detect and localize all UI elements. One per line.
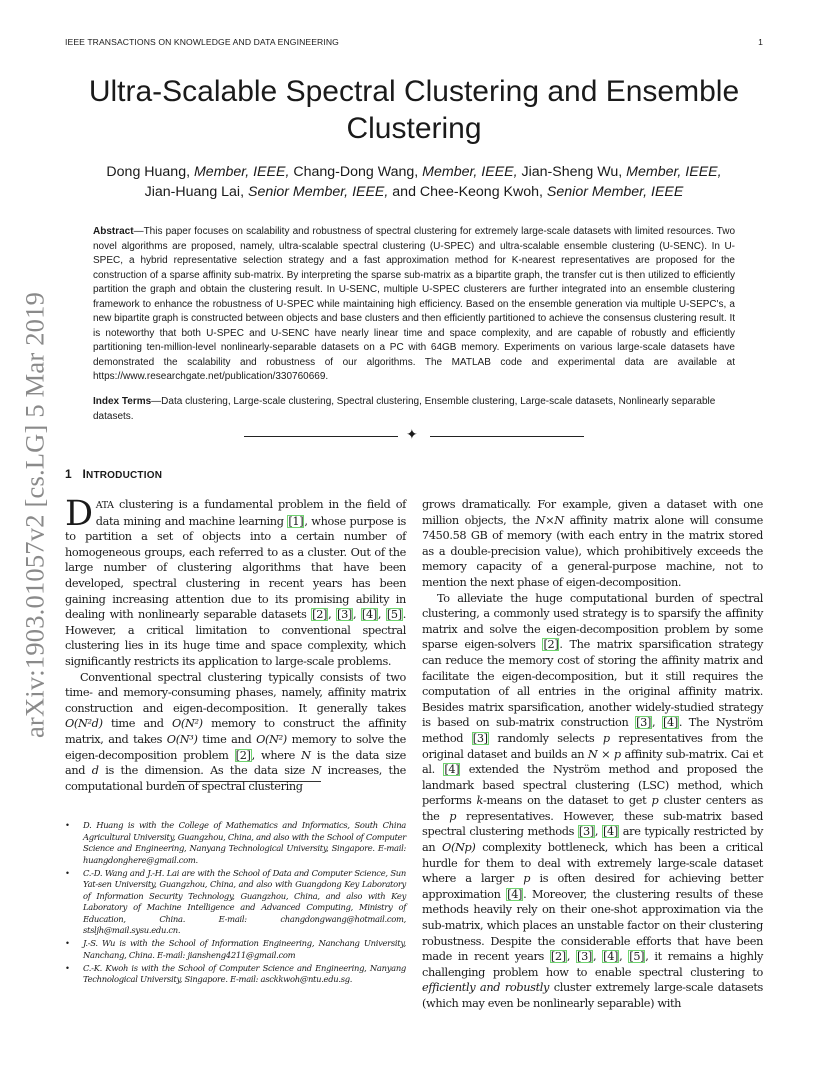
bullet: • (65, 867, 70, 878)
author-role: Senior Member, IEEE (546, 184, 684, 200)
math-inline: p (651, 794, 659, 808)
citation-link[interactable]: [2] (312, 608, 328, 622)
footnote-item (65, 963, 406, 986)
bullet: • (65, 938, 70, 948)
body-text: clustering is a fundamental problem in the field of data mining and machine learning (95, 498, 406, 528)
math-inline: p (523, 872, 531, 886)
footnote-item (65, 868, 406, 937)
citation-link[interactable]: [4] (444, 763, 460, 777)
citation-link[interactable]: [4] (603, 950, 619, 964)
math-inline: N (301, 748, 311, 762)
body-text: cluster centers as the (422, 794, 763, 823)
author-role: Senior Member, IEEE, (247, 184, 389, 200)
math-inline: N (311, 764, 322, 778)
math-inline: O(N²) (256, 732, 287, 746)
author-name: Dong Huang, (106, 164, 191, 180)
emphasis-text: efficiently and robustly (422, 981, 550, 995)
abstract (93, 225, 735, 385)
body-text: representatives from the original dataset and builds an (422, 731, 764, 761)
body-text: To alleviate the huge computational burden of spectral clustering, a commonly used strategy is to sparsify the affinity matrix and solve the eigen-decomposition problem by some sparse eigen-solvers (422, 591, 763, 652)
author-name: Jian-Huang Lai, (144, 184, 245, 200)
body-text: complexity bottleneck, which has been a critical hurdle for them to deal with extremely large-scale dataset where a larger (422, 841, 763, 886)
author-role: Member, IEEE, (626, 164, 722, 180)
page-number: 1 (758, 37, 763, 47)
author-name: Jian-Sheng Wu, (521, 164, 623, 180)
math-inline: O(N³) (166, 732, 198, 746)
abstract-dash: — (133, 226, 144, 237)
citation-link[interactable]: [2] (550, 950, 566, 964)
citation-link[interactable]: [3] (578, 825, 594, 839)
body-text: grows dramatically. For example, given a dataset with one million objects, the (422, 498, 763, 527)
body-text: is the dimension. As the data size (98, 764, 312, 778)
footnote-item (65, 820, 406, 866)
citation-link[interactable]: [2] (235, 748, 251, 762)
index-terms-text: Data clustering, Large-scale clustering, Spectral clustering, Ensemble clustering, Large-scale datasets, Nonlinearly separable datasets. (93, 396, 716, 422)
paper-title: Ultra-Scalable Spectral Clustering and Ensemble Clustering (88, 75, 740, 145)
footnote-text: J.-S. Wu is with the School of Information Engineering, Nanchang University, Nanchang, China. E-mail: jiansheng4211@gmail.com (83, 938, 406, 960)
body-text: time and (197, 732, 257, 746)
citation-link[interactable]: [3] (577, 950, 592, 964)
body-text: affinity matrix alone will consume 7450.58 GB of memory (with each entry in the matrix stored as a double-precision value), which prohibitively exceeds the memory capacity of a general-purpose machine, not to mention the next phase of eigen-decomposition. (422, 513, 763, 589)
math-inline: O(Np) (442, 841, 476, 855)
body-text: . However, a critical limitation to conventional spectral clustering lies in its huge time and space complexity, which significantly restricts its application to large-scale problems. (65, 608, 407, 668)
citation-link[interactable]: [5] (629, 950, 645, 964)
citation-link[interactable]: [1] (288, 514, 304, 528)
body-text: . Moreover, the clustering results of these methods heavily rely on their one-shot approximation via the sub-matrix, which places an unstable factor on their clustering robustness. Despite the considerable efforts that have been made in recent years (422, 887, 763, 964)
section-title-rest: NTRODUCTION (86, 470, 163, 481)
divider-line-right (430, 436, 584, 437)
math-inline: N×N (535, 513, 564, 527)
body-text: increases, the computational burden of spectral clustering (65, 764, 407, 793)
body-paragraph: To alleviate the huge computational burden of spectral clustering, a commonly used strategy is to sparsify the affinity matrix and solve the eigen-decomposition problem by some sparse eigen-solvers [2]. The matrix sparsification strategy can reduce the memory cost of storing the affinity matrix and facilitate the eigen-decomposition, but it still requires the computation of all entries in the original affinity matrix. Besides matrix sparsification, another widely-studied strategy is based on sub-matrix construction [3], [4]. The Nyström method [3] randomly selects p representatives from the original dataset and builds an N × p affinity sub-matrix. Cai et al. [4] extended the Nyström method and proposed the landmark based spectral clustering (LSC) method, which performs k-means on the dataset to get p cluster centers as the p representatives. However, these sub-matrix based spectral clustering methods [3], [4] are typically restricted by an O(Np) complexity bottleneck, which has been a critical hurdle for them to deal with extremely large-scale dataset where a larger p is often desired for achieving better approximation [4]. Moreover, the clustering results of these methods heavily rely on their one-shot approximation via the sub-matrix, which places an unstable factor on their clustering robustness. Despite the considerable efforts that have been made in recent years [2], [3], [4], [5], it remains a highly challenging problem how to enable spectral clustering to efficiently and robustly cluster extremely large-scale datasets (which may even be nonlinearly separable) with (422, 591, 764, 1010)
body-paragraph: DATA clustering is a fundamental problem in the field of data mining and machine learning [1], whose purpose is to partition a set of objects into a certain number of homogeneous groups, each referred to as a cluster. Out of the large number of clustering algorithms that have been developed, spectral clustering in recent years has been gaining increasing attention due to its promising ability in dealing with nonlinearly separable datasets [2], [3], [4], [5]. However, a critical limitation to conventional spectral clustering lies in its huge time and space complexity, which significantly restricts its application to large-scale problems. (65, 494, 407, 668)
divider-line-left (244, 436, 398, 437)
math-inline: d (91, 764, 99, 778)
body-text: , where (251, 748, 302, 762)
section-number: 1 (65, 467, 72, 481)
math-inline: O(N²d) (65, 717, 103, 731)
abstract-label: Abstract (93, 226, 134, 237)
author-role: Member, IEEE, (422, 164, 518, 180)
section-title-initial: I (82, 467, 87, 481)
body-text: . The Nyström method (422, 716, 763, 745)
body-text: is the data size and (65, 748, 406, 778)
footnote-text: C.-D. Wang and J.-H. Lai are with the School of Data and Computer Science, Sun Yat-sen University, Guangzhou, China, and also with Guangdong Key Laboratory of Information Security Technology, Guangzhou, China, and also with Key Laboratory of Machine Intelligence and Advanced Computing, Ministry of Education, China. E-mail: changdongwang@hotmail.com, stsljh@mail.sysu.edu.cn. (83, 867, 406, 935)
body-text: randomly selects (488, 731, 603, 745)
body-text: . The matrix sparsification strategy can reduce the memory cost of storing the affinity matrix and facilitate the eigen-decomposition, but it still requires the computation of all entries in the original affinity matrix. Besides matrix sparsification, another widely-studied strategy is based on sub-matrix construction (422, 638, 764, 730)
math-inline: N × p (587, 747, 621, 761)
section-divider (244, 430, 584, 444)
math-inline: p (449, 809, 457, 823)
abstract-text: This paper focuses on scalability and robustness of spectral clustering for extremely large-scale datasets with limited resources. Two novel algorithms are proposed, namely, ultra-scalable spectral clustering (U-SPEC) and ultra-scalable ensemble clustering (U-SENC). In U-SPEC, a hybrid representative selection strategy and a fast approximation method for K-nearest representatives are proposed for the construction of a sparse affinity sub-matrix. By interpreting the sparse sub-matrix as a bipartite graph, the transfer cut is then utilized to efficiently partition the graph and obtain the clustering result. In U-SENC, multiple U-SPEC clusterers are further integrated into an ensemble clustering framework to enhance the robustness of U-SPEC while maintaining high efficiency. Based on the ensemble generation via multiple U-SEPC's, a new bipartite graph is constructed between objects and base clusters and then efficiently partitioned to achieve the consensus clustering result. It is noteworthy that both U-SPEC and U-SENC have nearly linear time and space complexity, and are capable of robustly and efficiently partitioning ten-million-level nonlinearly-separable datasets on a PC with 64GB memory. Experiments on various large-scale datasets have demonstrated the scalability and robustness of our algorithms. The MATLAB code and experimental data are available at https://www.researchgate.net/publication/330760669. (93, 226, 735, 382)
arxiv-stamp: arXiv:1903.01057v2 [cs.LG] 5 Mar 2019 (19, 291, 50, 739)
math-inline: p (602, 731, 610, 745)
smallcap-text: ATA (95, 500, 114, 511)
diamond-icon: ✦ (406, 428, 418, 443)
citation-link[interactable]: [3] (472, 731, 488, 745)
body-text: time and (102, 717, 172, 731)
footnote-text: C.-K. Kwoh is with the School of Computer Science and Engineering, Nanyang Technological University, Singapore. E-mail: asckkwoh@ntu.edu.sg. (83, 962, 406, 984)
author-list (65, 162, 763, 202)
math-inline: O(N²) (172, 717, 203, 731)
body-column-left (65, 494, 407, 794)
body-text: representatives. However, these sub-matrix based spectral clustering methods (422, 809, 763, 839)
footnote-text: D. Huang is with the College of Mathematics and Informatics, South China Agricultural University, Guangzhou, China, and also with the School of Computer Science and Engineering, Nanyang Technological University, Singapore. E-mail: huangdonghere@gmail.com. (83, 820, 406, 865)
author-name: Chee-Keong Kwoh, (419, 184, 543, 200)
footnote-rule (177, 781, 321, 782)
index-terms (93, 395, 735, 424)
citation-link[interactable]: [4] (507, 887, 523, 901)
body-text: cluster extremely large-scale datasets (which may even be nonlinearly separable) with (422, 981, 763, 1010)
body-text: , whose purpose is to partition a set of objects into a certain number of homogeneous groups, each referred to as a cluster. Out of the large number of clustering algorithms that have been developed, spectral clustering in recent years has been gaining increasing attention due to its promising ability in dealing with nonlinearly separable datasets (65, 514, 406, 622)
bullet: • (65, 820, 70, 830)
dropcap: D (65, 494, 93, 534)
running-header (65, 37, 763, 47)
body-text: extended the Nyström method and proposed the landmark based spectral clustering (LSC) method, which performs (422, 763, 763, 808)
author-name: Chang-Dong Wang, (293, 164, 419, 180)
math-inline: k (476, 794, 484, 808)
citation-link[interactable]: [3] (636, 716, 652, 730)
body-text: , it remains a highly challenging problem how to enable spectral clustering to (422, 950, 764, 979)
citation-link[interactable]: [5] (386, 608, 402, 622)
citation-link[interactable]: [4] (361, 608, 377, 622)
journal-name: IEEE TRANSACTIONS ON KNOWLEDGE AND DATA ENGINEERING (65, 37, 339, 47)
body-text: -means on the dataset to get (483, 794, 652, 808)
body-text: memory to solve the eigen-decomposition problem (65, 732, 407, 762)
body-text: is often desired for achieving better approximation (422, 872, 763, 901)
index-terms-label: Index Terms (93, 396, 152, 407)
footnote-item (65, 938, 406, 961)
section-heading (65, 467, 162, 481)
index-terms-dash: — (151, 396, 162, 407)
body-column-right (422, 497, 763, 1012)
body-text: memory to construct the affinity matrix, and takes (65, 717, 406, 746)
body-text: affinity sub-matrix. Cai et al. (422, 747, 764, 777)
body-paragraph (65, 670, 406, 795)
citation-link[interactable]: [2] (543, 638, 559, 652)
author-conjunction: and (392, 184, 416, 200)
body-paragraph (422, 497, 763, 591)
bullet: • (65, 962, 70, 973)
citation-link[interactable]: [4] (662, 716, 678, 730)
body-text: Conventional spectral clustering typically consists of two time- and memory-consuming phases, namely, affinity matrix construction and eigen-decomposition. It generally takes (65, 670, 406, 715)
citation-link[interactable]: [3] (337, 608, 352, 622)
footnote-list (65, 820, 406, 987)
author-role: Member, IEEE, (193, 164, 290, 180)
body-text: are typically restricted by an (422, 825, 763, 855)
citation-link[interactable]: [4] (602, 825, 618, 839)
